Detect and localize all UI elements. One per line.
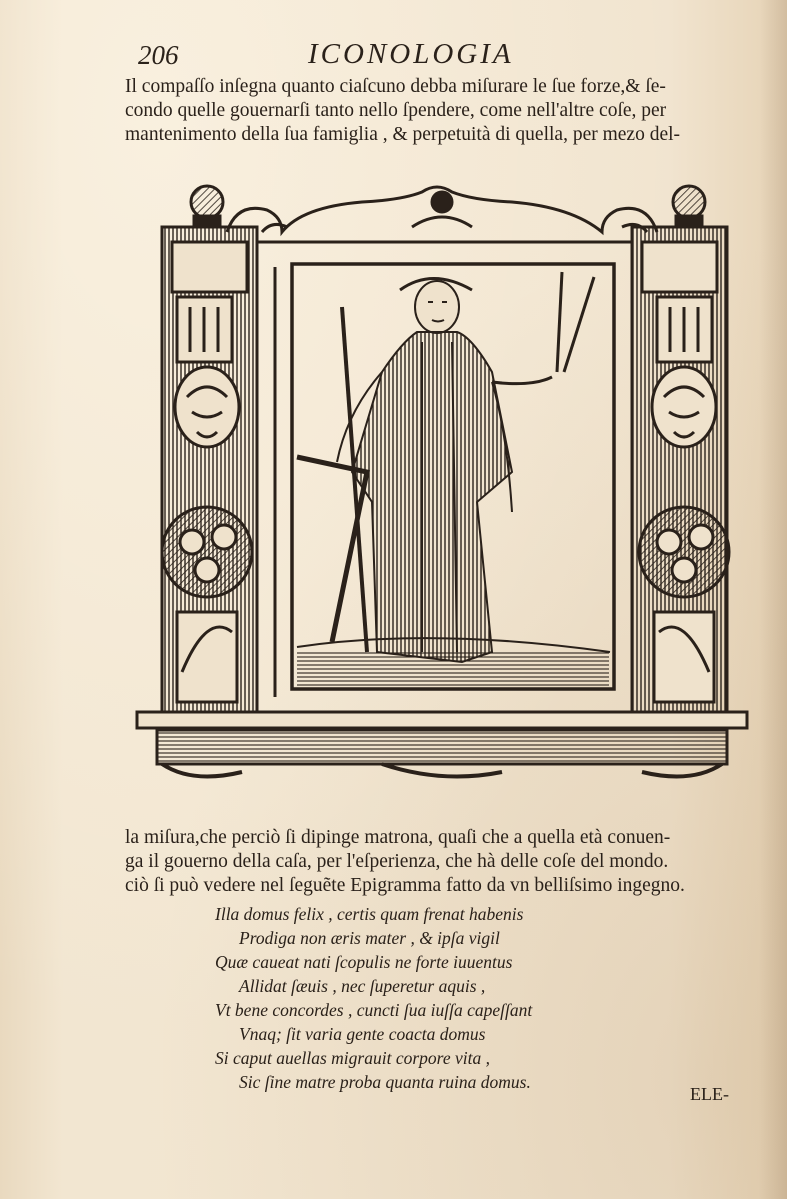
matron-figure — [297, 272, 610, 686]
text-line: Il compaſſo inſegna quanto ciaſcuno debba miſurare le ſue forze,& ſe- — [125, 76, 666, 97]
latin-epigram — [215, 902, 635, 1094]
epigram-verse: Quæ caueat nati ſcopulis ne forte iuuentus — [215, 952, 513, 972]
epigram-verse: Prodiga non æris mater , & ipſa vigil — [239, 928, 500, 948]
text-line: la miſura,che perciò ſi dipinge matrona, quaſi che a quella età conuen- — [125, 827, 671, 848]
epigram-verse: Illa domus felix , certis quam frenat habenis — [215, 904, 524, 924]
epigram-verse: Vt bene concordes , cuncti ſua iuſſa capeſſant — [215, 1000, 533, 1020]
epigram-verse: Allidat ſæuis , nec ſuperetur aquis , — [239, 976, 486, 996]
text-line: ga il gouerno della caſa, per l'eſperienza, che hà delle coſe del mondo. — [125, 851, 669, 872]
paragraph-bottom — [125, 826, 765, 898]
woodcut-illustration — [132, 172, 752, 797]
epigram-verse: Si caput auellas migrauit corpore vita , — [215, 1048, 490, 1068]
epigram-verse: Vnaq; ſit varia gente coacta domus — [239, 1024, 486, 1044]
page-number: 206 — [138, 40, 179, 70]
text-line: mantenimento della ſua famiglia , & perpetuità di quella, per mezo del- — [125, 124, 681, 145]
catchword: ELE- — [690, 1084, 729, 1104]
page-header — [138, 38, 758, 72]
page-gutter-shadow — [759, 0, 787, 1199]
running-title: ICONOLOGIA — [308, 38, 514, 70]
epigram-verse: Sic ſine matre proba quanta ruina domus. — [239, 1072, 531, 1092]
paragraph-top — [125, 75, 765, 147]
text-line: ciò ſi può vedere nel ſeguẽte Epigramma fatto da vn belliſsimo ingegno. — [125, 875, 685, 896]
text-line: condo quelle gouernarſi tanto nello ſpendere, come nell'altre coſe, per — [125, 100, 667, 121]
